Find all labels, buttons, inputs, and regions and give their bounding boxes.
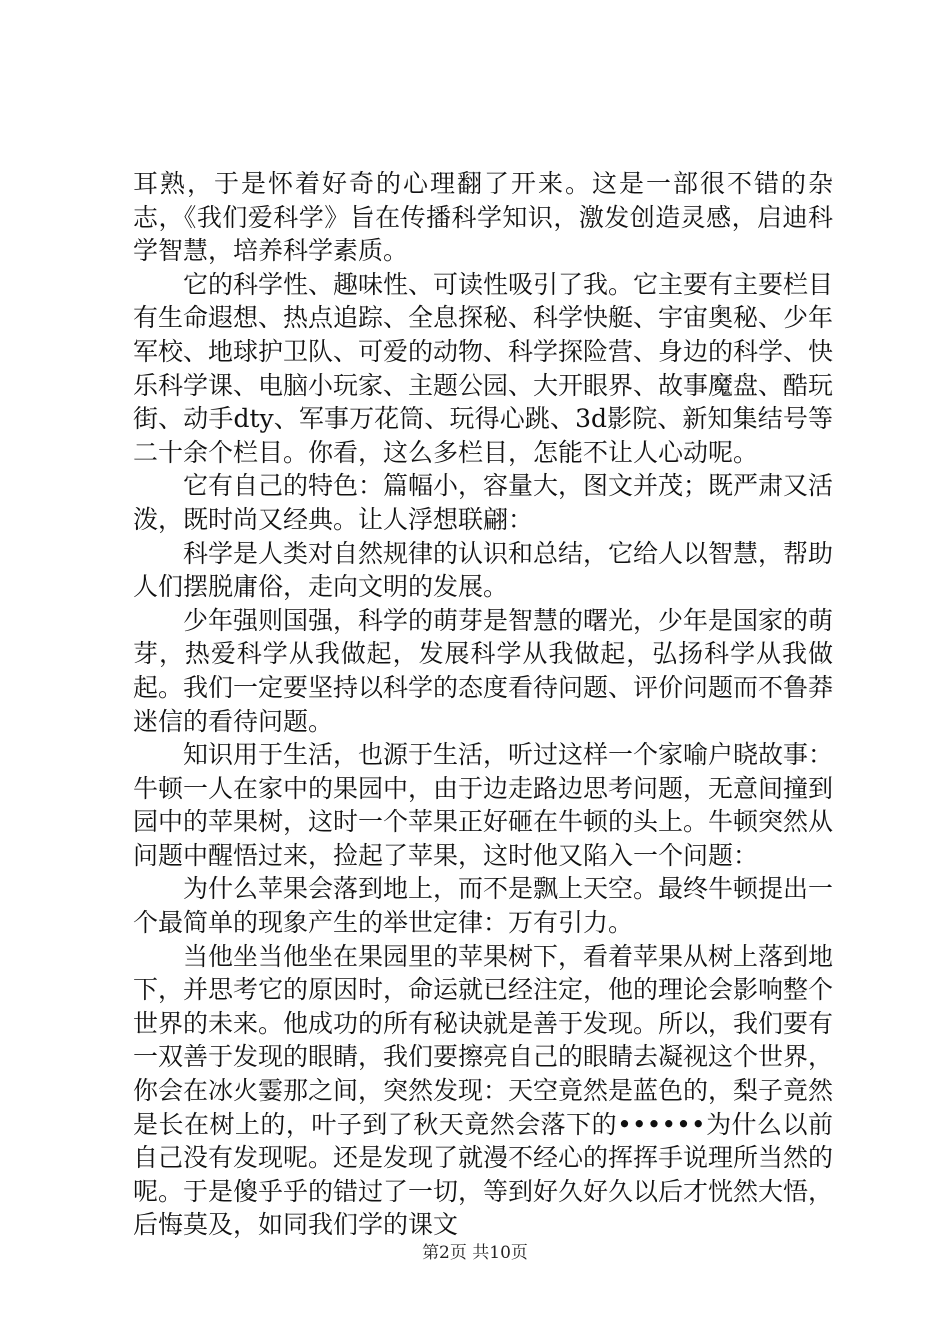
paragraph: 它有自己的特色：篇幅小，容量大，图文并茂；既严肃又活泼，既时尚又经典。让人浮想联翩： [133,471,834,534]
paragraph: 耳熟，于是怀着好奇的心理翻了开来。这是一部很不错的杂志，《我们爱科学》旨在传播科学知识，激发创造灵感，启迪科学智慧，培养科学素质。 [133,169,833,266]
paragraph: 当他坐当他坐在果园里的苹果树下，看着苹果从树上落到地下，并思考它的原因时，命运就已经注定，他的理论会影响整个世界的未来。他成功的所有秘诀就是善于发现。所以，我们要有一双善于发现的眼睛，我们要擦亮自己的眼睛去凝视这个世界，你会在冰火霎那之间，突然发现：天空竟然是蓝色的，梨子竟然是长在树上的，叶子到了秋天竟然会落下的••••••为什么以前自己没有发现呢。还是发现了就漫不经心的挥挥手说理所当然的呢。于是傻乎乎的错过了一切，等到好久好久以后才恍然大悟，后悔莫及，如同我们学的课文 [133,941,834,1240]
body-text [133,167,833,1242]
paragraph: 科学是人类对自然规律的认识和总结，它给人以智慧，帮助人们摆脱庸俗，走向文明的发展。 [133,538,834,602]
paragraph: 它的科学性、趣味性、可读性吸引了我。它主要有主要栏目有生命遐想、热点追踪、全息探秘、科学快艇、宇宙奥秘、少年军校、地球护卫队、可爱的动物、科学探险营、身边的科学、快乐科学课、电脑小玩家、主题公园、大开眼界、故事魔盘、酷玩街、动手dty、军事万花筒、玩得心跳、3d影院、新知集结号等二十余个栏目。你看，这么多栏目，怎能不让人心动呢。 [133,269,834,467]
paragraph: 少年强则国强，科学的萌芽是智慧的曙光，少年是国家的萌芽，热爱科学从我做起，发展科学从我做起，弘扬科学从我做起。我们一定要坚持以科学的态度看待问题、评价问题而不鲁莽迷信的看待问题。 [133,605,834,736]
paragraph: 为什么苹果会落到地上，而不是飘上天空。最终牛顿提出一个最简单的现象产生的举世定律：万有引力。 [133,874,834,938]
page-number-footer: 第2页 共10页 [422,1243,528,1263]
paragraph: 知识用于生活，也源于生活，听过这样一个家喻户晓故事：牛顿一人在家中的果园中，由于边走路边思考问题，无意间撞到园中的苹果树，这时一个苹果正好砸在牛顿的头上。牛顿突然从问题中醒悟过来，捡起了苹果，这时他又陷入一个问题： [133,740,834,870]
